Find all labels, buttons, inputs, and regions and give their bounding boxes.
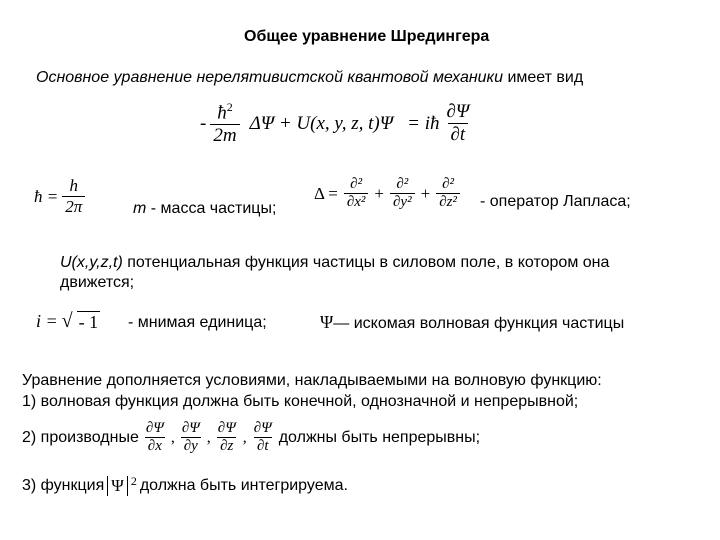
laplace-frac-x: $\frac{\text{∂²}}{\text{∂x²}}$ bbox=[344, 176, 369, 211]
page-title: Общее уравнение Шредингера bbox=[244, 28, 490, 45]
schrodinger-equation bbox=[200, 100, 472, 147]
eq-dpsi: ∂Ψ bbox=[446, 101, 470, 123]
eq-hbar: ħ bbox=[217, 102, 227, 124]
laplace-lhs: Δ = bbox=[314, 183, 338, 203]
intro-line bbox=[36, 69, 583, 87]
mass-text: - масса частицы; bbox=[146, 200, 277, 217]
eq-minus: - bbox=[200, 112, 207, 134]
eq-hbar-frac bbox=[210, 100, 239, 147]
hbar-frac bbox=[62, 176, 85, 217]
condition-3 bbox=[22, 473, 348, 496]
mass-definition bbox=[133, 200, 276, 218]
laplace-plus-2: + bbox=[420, 183, 431, 203]
intro-rest: имеет вид bbox=[503, 69, 584, 86]
laplace-plus-1: + bbox=[374, 183, 385, 203]
potential-sym: U(x,y,z,t) bbox=[60, 254, 123, 271]
condition-2-pre: 2) производные bbox=[22, 428, 139, 446]
condition-2-post: должны быть непрерывны; bbox=[278, 428, 481, 446]
hbar-den: 2π bbox=[62, 196, 85, 217]
mass-sym: m bbox=[133, 200, 147, 217]
eq-dt: ∂t bbox=[448, 123, 469, 146]
eq-dpsi-dt-frac bbox=[443, 101, 472, 146]
imag-rad: √ bbox=[61, 310, 73, 332]
laplace-frac-y: $\frac{\text{∂²}}{\text{∂y²}}$ bbox=[390, 176, 415, 211]
potential-line2: движется; bbox=[60, 274, 135, 291]
c2-frac-x: $\frac{\partial\Psi}{\partial x}$ bbox=[145, 420, 164, 454]
eq-rhs: = iħ bbox=[407, 112, 440, 134]
laplace-definition bbox=[314, 176, 460, 211]
potential-line1: потенциальная функция частицы в силовом поле, в котором она bbox=[122, 254, 610, 271]
condition-3-post: должна быть интегрируема. bbox=[139, 477, 348, 494]
potential-definition bbox=[60, 253, 609, 293]
hbar-definition bbox=[34, 176, 85, 217]
eq-middle: ΔΨ + U(x, y, z, t)Ψ bbox=[249, 112, 394, 134]
condition-1: 1) волновая функция должна быть конечной, однозначной и непрерывной; bbox=[22, 393, 579, 410]
c3-psi-abs bbox=[107, 476, 128, 496]
psi-text: — искомая волновая функция частицы bbox=[333, 315, 625, 332]
imag-unit-text: - мнимая единица; bbox=[128, 314, 267, 331]
c2-comma-1: , bbox=[170, 428, 175, 446]
intro-italic: Основное уравнение нерелятивистской квантовой механики bbox=[36, 69, 503, 86]
c2-frac-t: $\frac{\partial\Psi}{\partial t}$ bbox=[253, 420, 272, 454]
psi-definition bbox=[320, 312, 624, 333]
c2-frac-z: $\frac{\partial\Psi}{\partial z}$ bbox=[217, 420, 236, 454]
psi-sym: Ψ bbox=[320, 312, 334, 332]
condition-2 bbox=[22, 420, 480, 455]
imag-unit-formula bbox=[36, 310, 100, 333]
imag-under: - 1 bbox=[78, 311, 99, 332]
c2-comma-2: , bbox=[206, 428, 211, 446]
c2-comma-3: , bbox=[242, 428, 247, 446]
c3-exp: 2 bbox=[130, 473, 137, 488]
hbar-lhs: ħ = bbox=[34, 186, 59, 206]
conditions-intro: Уравнение дополняется условиями, накладываемыми на волновую функцию: bbox=[22, 372, 602, 389]
laplace-text: - оператор Лапласа; bbox=[480, 193, 631, 210]
eq-two-m: 2m bbox=[210, 124, 239, 147]
imag-lhs: i = bbox=[36, 311, 58, 331]
laplace-frac-z: $\frac{\text{∂²}}{\text{∂z²}}$ bbox=[436, 176, 460, 211]
c2-frac-y: $\frac{\partial\Psi}{\partial y}$ bbox=[181, 420, 200, 454]
condition-3-pre: 3) функция bbox=[22, 477, 105, 494]
c3-psi: Ψ bbox=[111, 476, 124, 495]
eq-hbar-exp: 2 bbox=[226, 100, 233, 114]
hbar-num: h bbox=[69, 176, 78, 195]
